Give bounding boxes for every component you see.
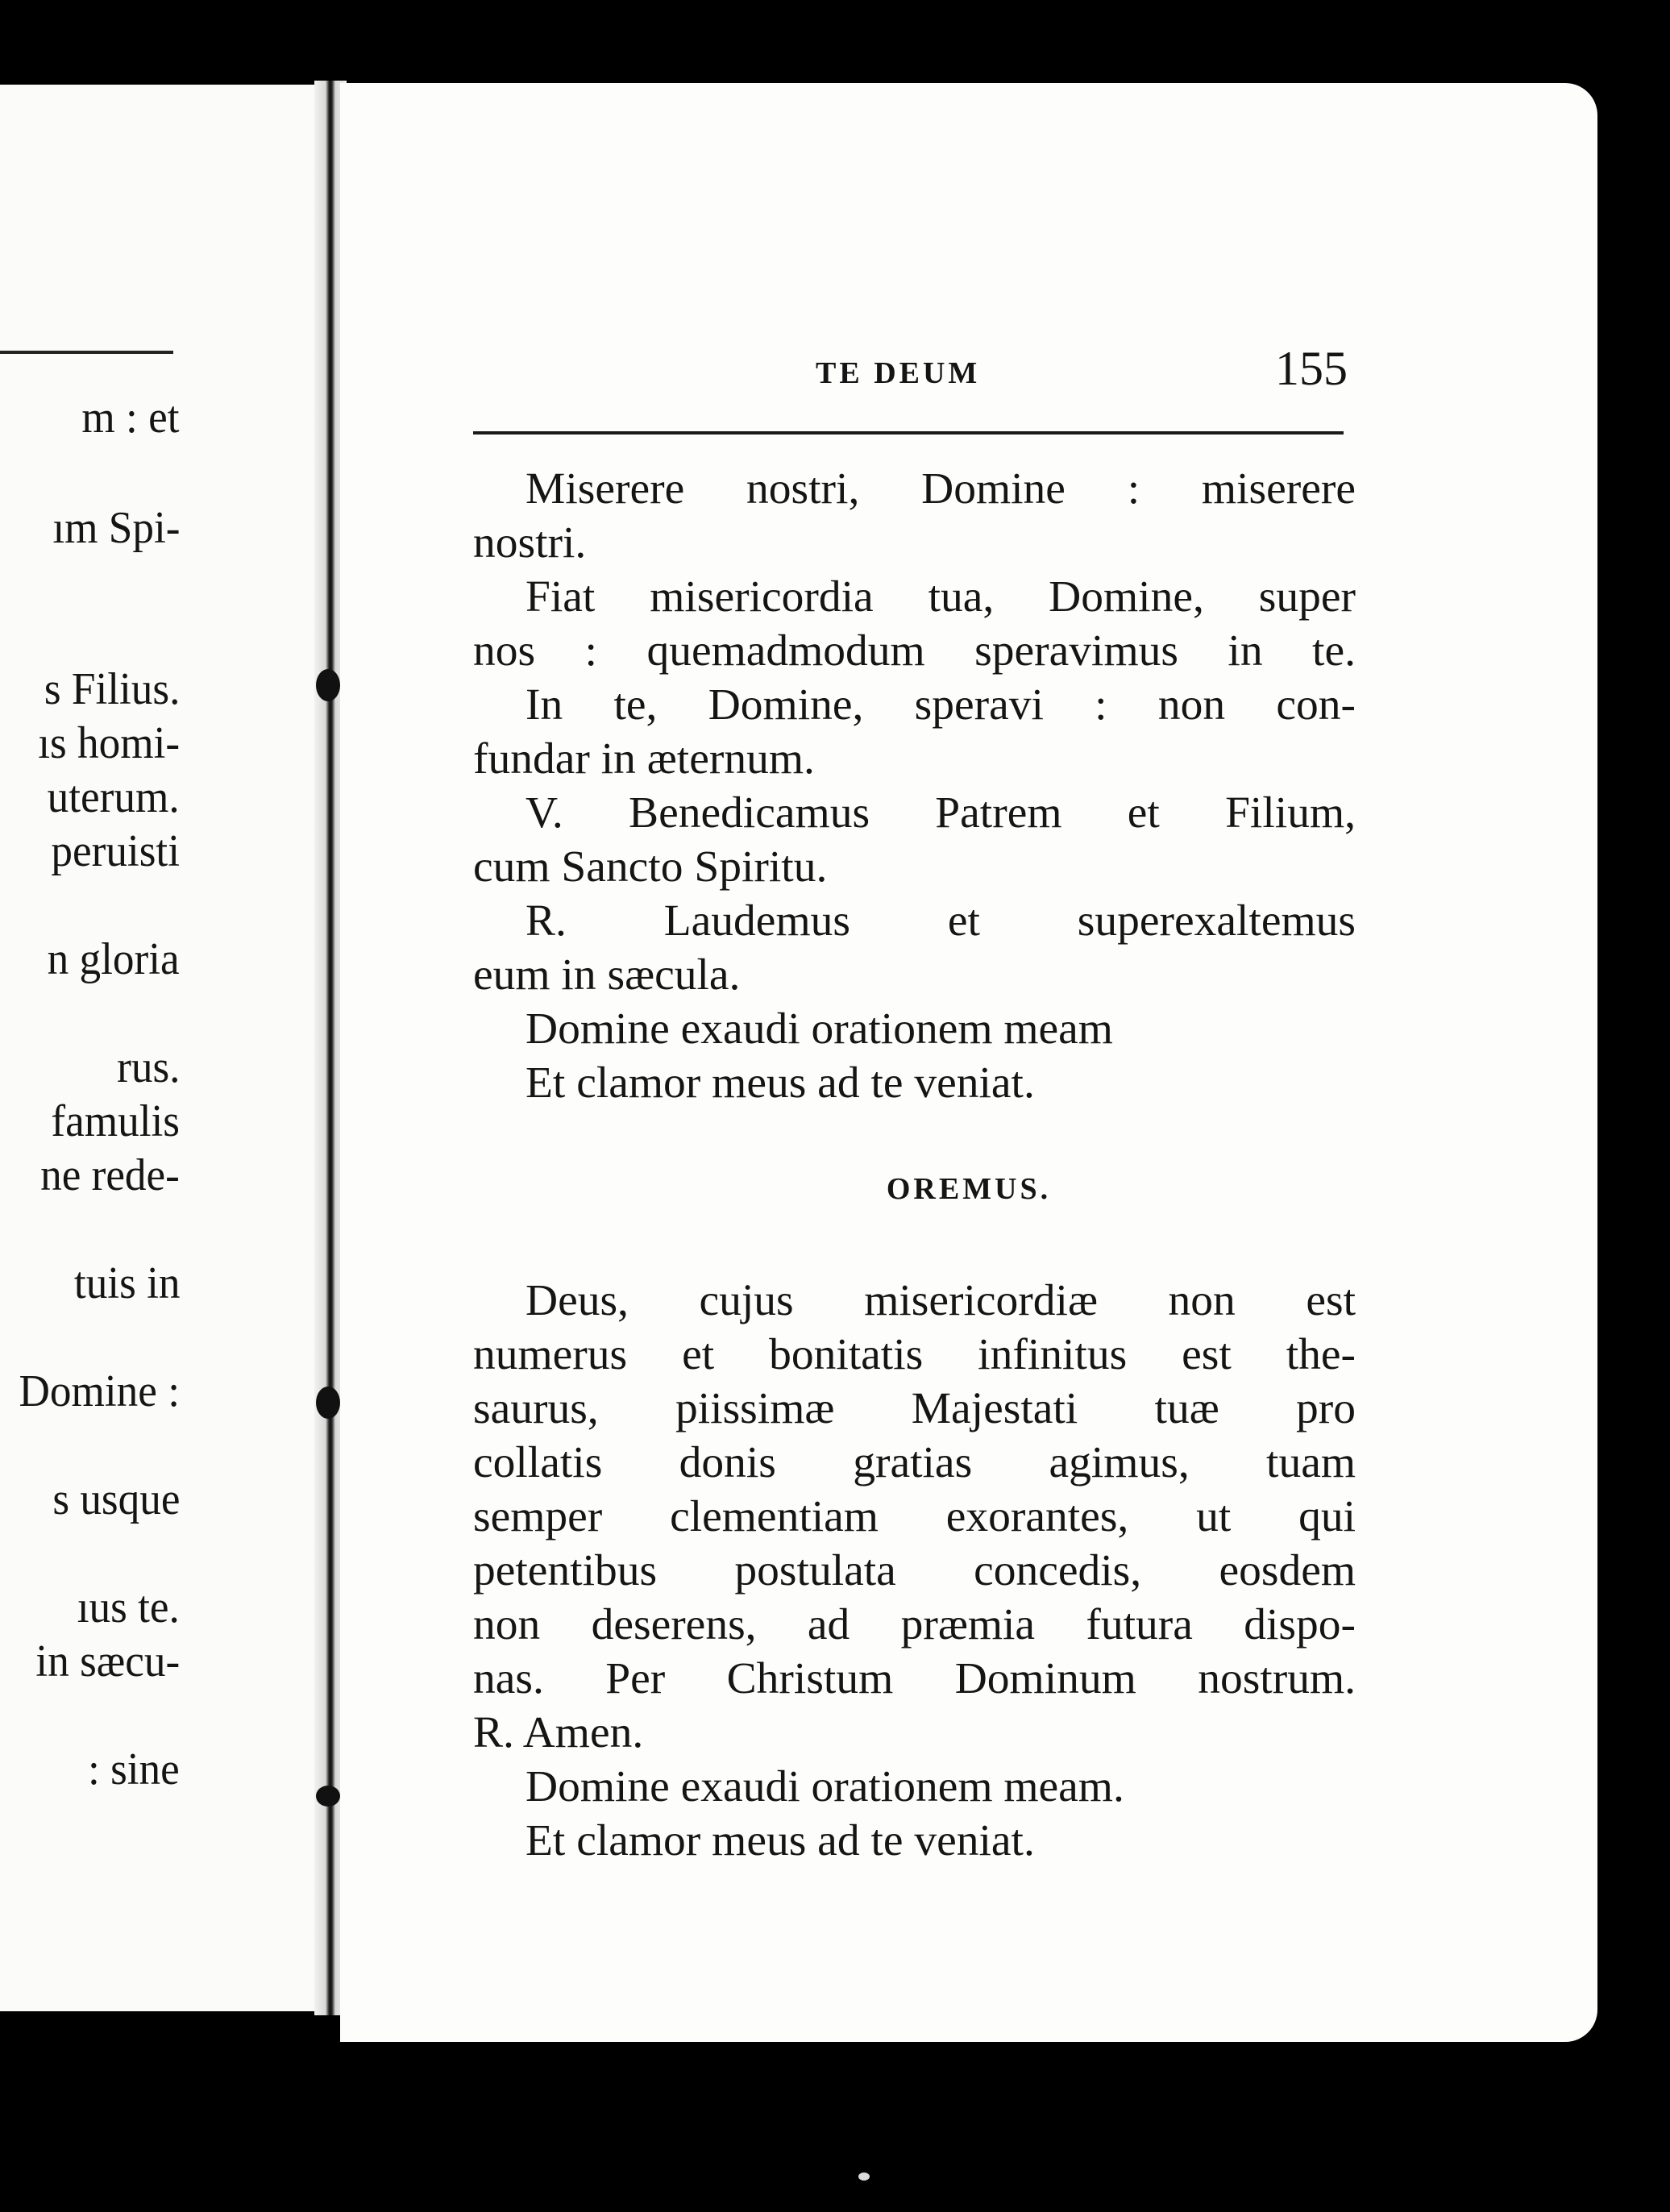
left-text-fragment: in sæcu- xyxy=(35,1636,180,1686)
page-header xyxy=(340,341,1597,405)
left-text-fragment: Domine : xyxy=(19,1366,180,1416)
left-text-fragment: n gloria xyxy=(48,934,180,984)
text-line: V. Benedicamus Patrem et Filium, xyxy=(526,788,1356,838)
left-page xyxy=(0,85,329,2011)
text-line: R. Laudemus et superexaltemus xyxy=(526,896,1356,946)
prayer-block xyxy=(473,1274,1356,1869)
text-line: collatis donis gratias agimus, tuam xyxy=(473,1438,1356,1487)
left-text-fragment: s usque xyxy=(52,1474,180,1524)
text-line: Et clamor meus ad te veniat. xyxy=(526,1816,1035,1865)
text-line: nas. Per Christum Dominum nostrum. xyxy=(473,1654,1356,1703)
running-head: TE DEUM xyxy=(816,356,981,390)
text-line: R. Amen. xyxy=(473,1708,644,1757)
text-line: semper clementiam exorantes, ut qui xyxy=(473,1492,1356,1541)
left-text-fragment: famulis xyxy=(51,1096,180,1146)
text-line: nos : quemadmodum speravimus in te. xyxy=(473,626,1356,676)
binding-stitch xyxy=(316,1387,340,1419)
left-text-fragment: ıus te. xyxy=(77,1582,180,1632)
text-line: Fiat misericordia tua, Domine, super xyxy=(526,572,1356,622)
text-line: cum Sancto Spiritu. xyxy=(473,842,828,892)
binding-stitch xyxy=(316,669,340,701)
text-line: numerus et bonitatis infinitus est the- xyxy=(473,1330,1356,1379)
text-line: nostri. xyxy=(473,518,587,568)
verse-block xyxy=(473,462,1356,1110)
text-line: Miserere nostri, Domine : miserere xyxy=(526,464,1356,514)
text-line: non deserens, ad præmia futura dispo- xyxy=(473,1600,1356,1649)
left-text-fragment: ne rede- xyxy=(40,1150,180,1200)
left-text-fragment: ıs homi- xyxy=(38,718,180,768)
text-line: In te, Domine, speravi : non con- xyxy=(526,680,1356,730)
left-text-fragment: s Filius. xyxy=(44,664,180,714)
text-line: Et clamor meus ad te veniat. xyxy=(526,1058,1035,1108)
left-text-fragment: uterum. xyxy=(48,772,180,822)
left-text-fragment: rus. xyxy=(116,1042,180,1092)
text-line: fundar in æternum. xyxy=(473,734,815,784)
left-text-fragment: ım Spi- xyxy=(52,503,180,553)
right-page xyxy=(340,83,1597,2042)
binding-stitch xyxy=(316,1786,340,1807)
text-line: eum in sæcula. xyxy=(473,950,741,1000)
left-text-fragment: m : et xyxy=(81,393,180,443)
section-heading: OREMUS. xyxy=(886,1172,1052,1206)
left-text-fragment: : sine xyxy=(88,1744,180,1794)
scan-speck xyxy=(858,2172,870,2181)
left-text-fragment: tuis in xyxy=(73,1258,180,1308)
text-line: petentibus postulata concedis, eosdem xyxy=(473,1546,1356,1595)
text-line: Domine exaudi orationem meam xyxy=(526,1004,1113,1054)
left-text-fragment: peruisti xyxy=(51,826,180,876)
text-line: saurus, piissimæ Majestati tuæ pro xyxy=(473,1384,1356,1433)
header-rule xyxy=(473,431,1344,434)
left-header-rule xyxy=(0,351,173,354)
text-line: Domine exaudi orationem meam. xyxy=(526,1762,1124,1811)
text-line: Deus, cujus misericordiæ non est xyxy=(526,1276,1356,1325)
page-number: 155 xyxy=(1275,342,1348,395)
